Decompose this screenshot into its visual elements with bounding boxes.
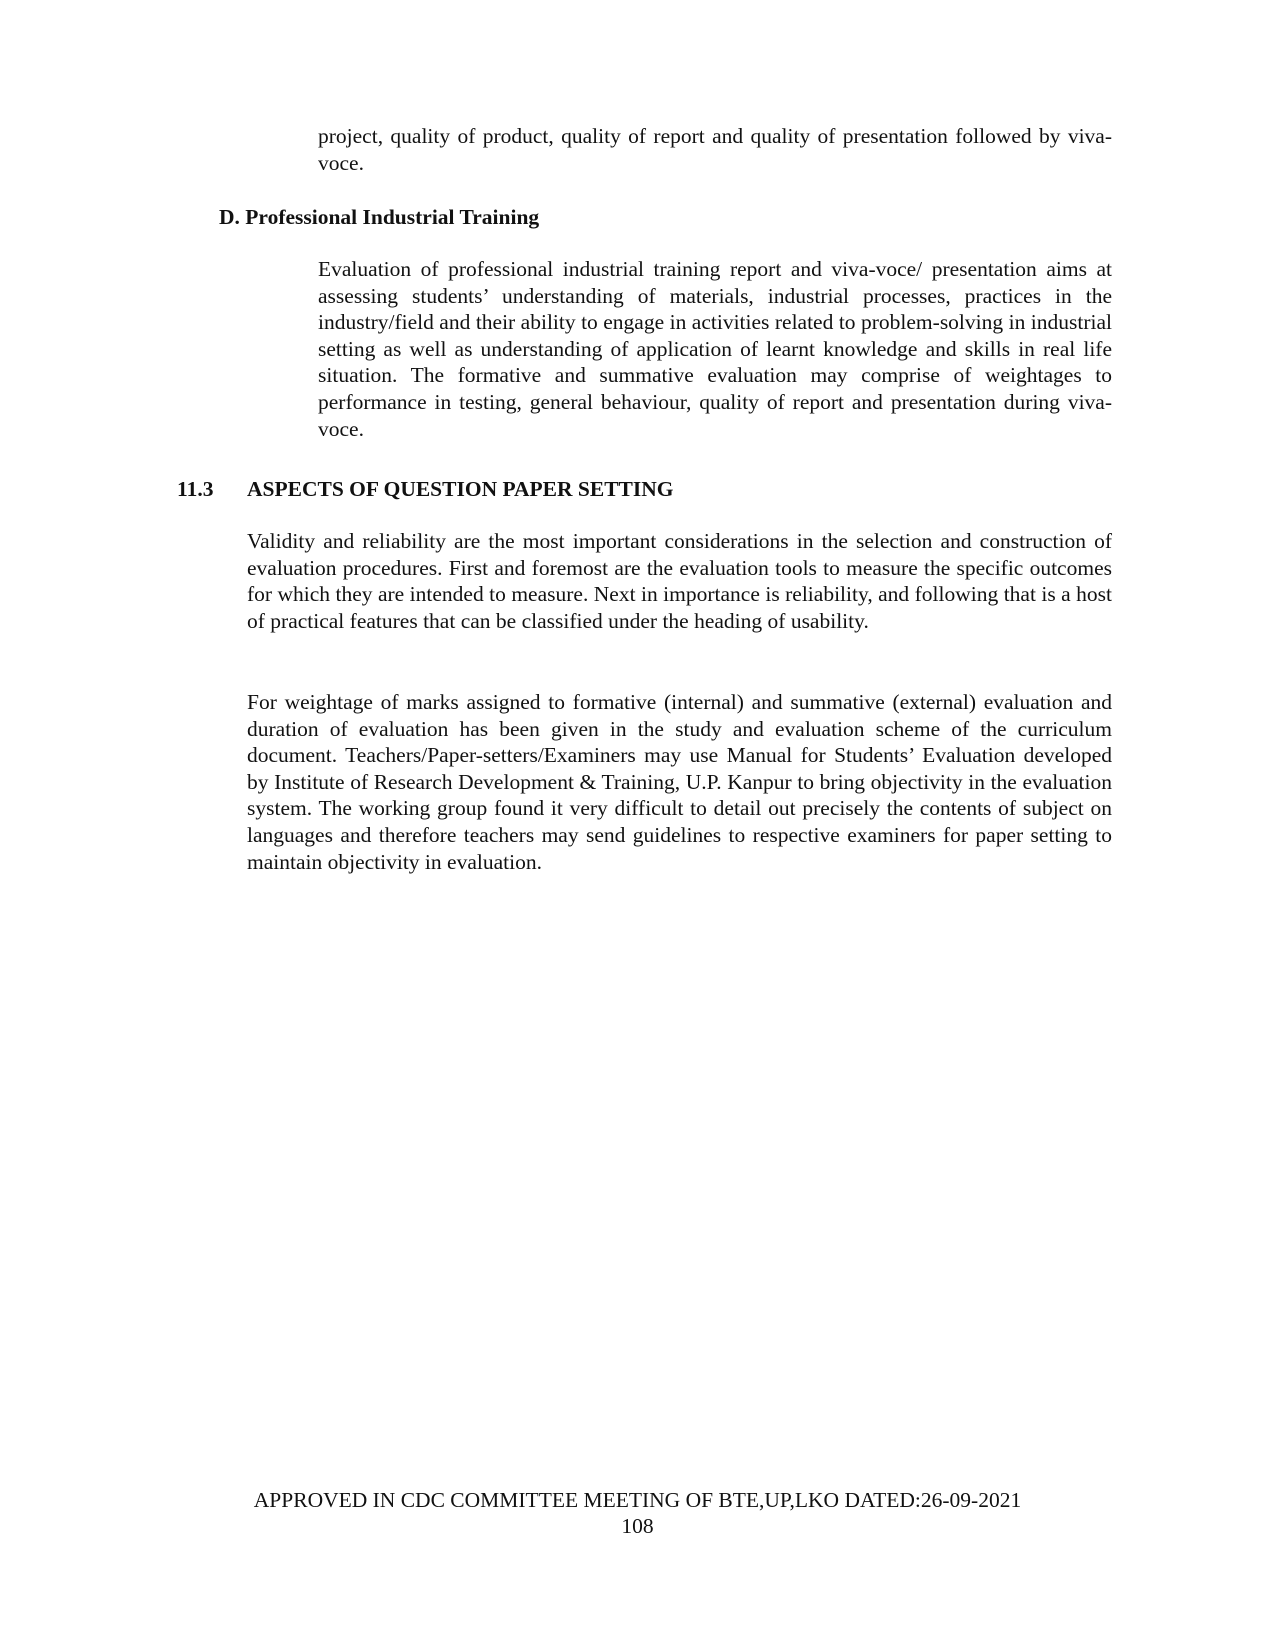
section-paragraph-2: For weightage of marks assigned to formative (internal) and summative (external) evaluation and duration of evaluation has been given in the study and evaluation scheme of the curriculum document. Teachers/Paper-setters/Examiners may use Manual for Students’ Evaluation developed by Institute of Research Development & Training, U.P. Kanpur to bring objectivity in the evaluation system. The working group found it very difficult to detail out precisely the contents of subject on languages and therefore teachers may send guidelines to respective examiners for paper setting to maintain objectivity in evaluation. (247, 690, 1112, 874)
intro-paragraph: project, quality of product, quality of report and quality of presentation followed by viva-voce. (318, 124, 1112, 175)
section-paragraph-1: Validity and reliability are the most important considerations in the selection and construction of evaluation procedures. First and foremost are the evaluation tools to measure the specific outcomes for which they are intended to measure. Next in importance is reliability, and following that is a host of practical features that can be classified under the heading of usability. (247, 529, 1112, 633)
footer-approval: APPROVED IN CDC COMMITTEE MEETING OF BTE,UP,LKO DATED:26-09-2021 (253, 1488, 1022, 1512)
section-d-heading: D. Professional Industrial Training (219, 205, 540, 229)
section-number: 11.3 (177, 477, 214, 501)
section-d-paragraph: Evaluation of professional industrial training report and viva-voce/ presentation aims at assessing students’ understanding of materials, industrial processes, practices in the industry/field and their ability to engage in activities related to problem-solving in industrial setting as well as understanding of application of learnt knowledge and skills in real life situation. The formative and summative evaluation may comprise of weightages to performance in testing, general behaviour, quality of report and presentation during viva-voce. (318, 257, 1112, 441)
section-heading: ASPECTS OF QUESTION PAPER SETTING (247, 477, 674, 501)
page-number: 108 (621, 1514, 654, 1538)
